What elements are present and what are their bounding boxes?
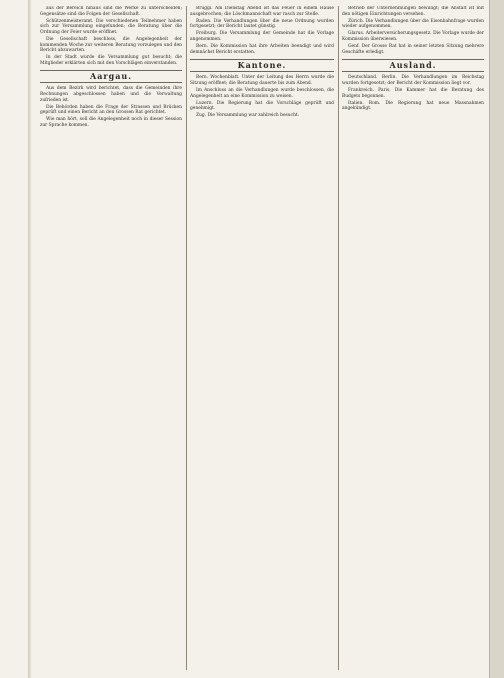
paragraph: Bern. Die Kommission hat ihre Arbeiten beendigt und wird demnächst Bericht erstatten. [190, 44, 334, 55]
column-left [40, 6, 182, 672]
paragraph: aus der Bereich hinaus sind die Werke zu unterscheiden; Gegensätze sind die Folgen der Gesellschaft. [40, 6, 182, 17]
paragraph: Genf. Der Grosse Rat hat in seiner letzten Sitzung mehrere Geschäfte erledigt. [342, 44, 484, 55]
paragraph: Freiburg. Die Versammlung der Gemeinde hat die Vorlage angenommen. [190, 31, 334, 42]
paragraph: Glarus. Arbeiterversicherungsgesetz. Die Vorlage wurde der Kommission überwiesen. [342, 31, 484, 42]
paragraph: Schützenmeisteramt. Die verschiedenen Teilnehmer haben sich zur Versammlung eingefunden; die Beratung über die Ordnung der Feier wurde eröffnet. [40, 18, 182, 35]
paragraph: Wie man hört, soll die Angelegenheit noch in dieser Session zur Sprache kommen. [40, 117, 182, 128]
paragraph: Aus dem Bezirk wird berichtet, dass die Gemeinden ihre Rechnungen abgeschlossen haben und die Verwaltung zufrieden ist. [40, 86, 182, 103]
paragraph: Deutschland. Berlin. Die Verhandlungen im Reichstag wurden fortgesetzt; der Bericht der Kommission liegt vor. [342, 75, 484, 86]
column-right [342, 6, 484, 672]
paragraph: Bern. Wochenblatt. Unter der Leitung des Herrn wurde die Sitzung eröffnet; die Beratung dauerte bis zum Abend. [190, 75, 334, 86]
paragraph: Zug. Die Versammlung war zahlreich besucht. [196, 113, 300, 119]
column-rule [186, 6, 187, 670]
paragraph: Zürich. Die Verhandlungen über die Eisenbahnfrage wurden wieder aufgenommen. [342, 18, 484, 30]
paragraph: Baden. Die Verhandlungen über die neue Ordnung wurden fortgesetzt; der Bericht lautet günstig. [190, 18, 334, 30]
page-edge [489, 0, 504, 678]
section-heading: Ausland. [342, 59, 484, 72]
paragraph: Frankreich. Paris. Die Kammer hat die Beratung des Budgets begonnen. [342, 87, 484, 99]
paragraph: Betrieb der Unternehmungen bewilligt; die Anstalt ist mit den nötigen Einrichtungen versehen. [342, 6, 484, 17]
column-rule [338, 6, 339, 670]
adjacent-page-fragment [470, 60, 490, 660]
paragraph: In der Stadt wurde die Versammlung gut besucht; die Mitglieder erklärten sich mit den Vorschlägen einverstanden. [40, 55, 182, 66]
paragraph: Im Anschluss an die Verhandlungen wurde beschlossen, die Angelegenheit an eine Kommission zu weisen. [190, 87, 334, 99]
paragraph: Luzern. Die Regierung hat die Vorschläge geprüft und genehmigt. [190, 100, 334, 112]
paragraph: Die Behörden haben die Frage der Strassen und Brücken geprüft und einen Bericht an den Grossen Rat gerichtet. [40, 104, 182, 116]
column-middle [190, 6, 334, 672]
page-fold-shadow [28, 0, 32, 678]
paragraph: Italien. Rom. Die Regierung hat neue Massnahmen angekündigt. [342, 100, 484, 112]
paragraph: Die Gesellschaft beschloss, die Angelegenheit der kommenden Woche zur weiteren Beratung vorzulegen und den Bericht abzuwarten. [40, 36, 182, 54]
paragraph: Bruggi. Am Dienstag Abend ist das Feuer in einem Hause ausgebrochen; die Löschmannschaft war rasch zur Stelle. [190, 6, 334, 17]
section-heading: Kantone. [190, 59, 334, 72]
section-heading: Aargau. [40, 70, 182, 83]
